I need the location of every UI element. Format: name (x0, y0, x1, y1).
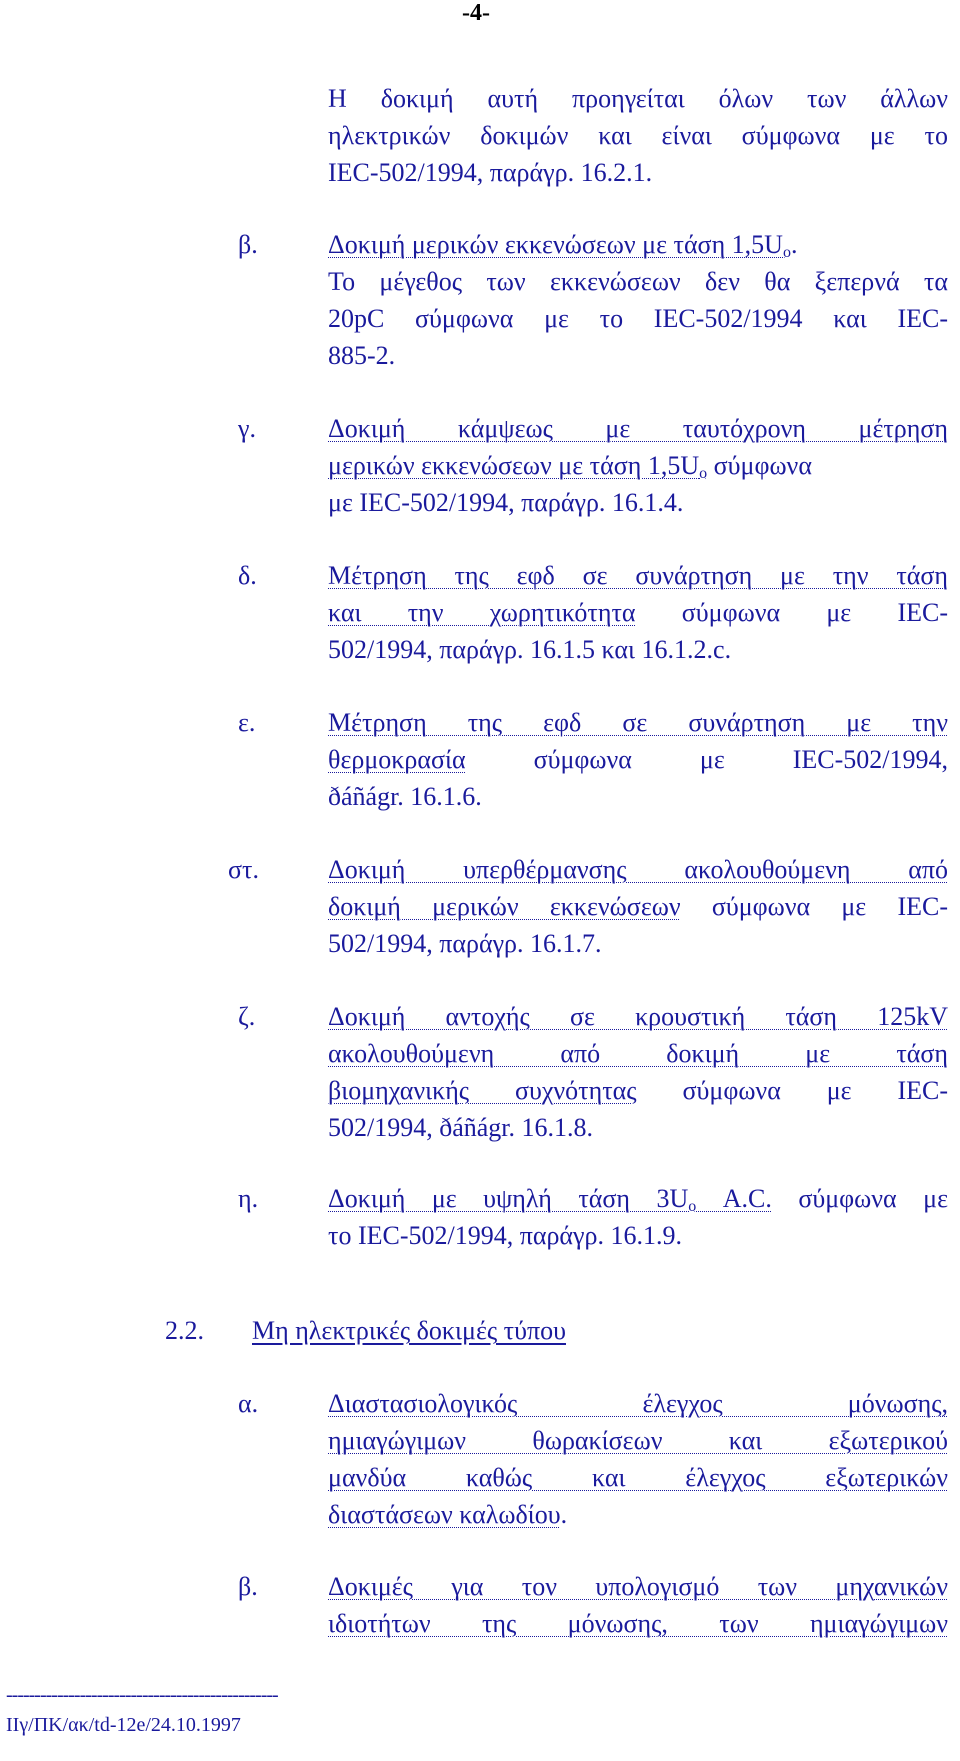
item-e-heading-cont: θερμοκρασία (328, 745, 466, 774)
footer-reference: ΙΙγ/ΠΚ/ακ/td-12e/24.10.1997 (6, 1714, 241, 1736)
item-e-text: Μέτρηση της εφδ σε συνάρτηση με την θερμοκρασία σύμφωνα με IEC-502/1994, ðáñágr. 16.1.6. (328, 704, 948, 815)
intro-line: ηλεκτρικών δοκιμών και είναι σύμφωνα με το (328, 121, 948, 150)
footer-rule: ------------------------------------------------ (6, 1684, 278, 1706)
item-g-heading-cont: μερικών εκκενώσεων με τάση $1,5U_o$ (328, 451, 708, 482)
item-label-b: β. (238, 230, 258, 259)
item-i-line: το IEC-502/1994, παράγρ. 16.1.9. (328, 1221, 683, 1250)
item-g-line: με IEC-502/1994, παράγρ. 16.1.4. (328, 488, 684, 517)
item-label-g: γ. (238, 414, 256, 443)
item-st-text: Δοκιμή υπερθέρμανσης ακολουθούμενη από δοκιμή μερικών εκκενώσεων σύμφωνα με IEC- 502/1994, παράγρ. 16.1.7. (328, 851, 948, 962)
item-z-line: 502/1994, ðáñágr. 16.1.8. (328, 1113, 594, 1142)
intro-line: Η δοκιμή αυτή προηγείται όλων των άλλων (328, 84, 948, 113)
item-e-line: ðáñágr. 16.1.6. (328, 782, 482, 811)
item-b-line: 885-2. (328, 341, 396, 370)
item-d-heading-cont: και την χωρητικότητα (328, 598, 636, 627)
item-z-heading: Δοκιμή αντοχής σε κρουστική τάση 125kV (328, 1002, 948, 1031)
item-label-b2: β. (238, 1572, 258, 1601)
item-st-heading: Δοκιμή υπερθέρμανσης ακολουθούμενη από (328, 855, 948, 884)
item-e-heading: Μέτρηση της εφδ σε συνάρτηση με την (328, 708, 948, 737)
item-st-line: 502/1994, παράγρ. 16.1.7. (328, 929, 602, 958)
item-b2-heading-cont: ιδιοτήτων της μόνωσης, των ημιαγώγιμων (328, 1609, 948, 1638)
intro-paragraph (328, 80, 948, 191)
item-b-heading: Δοκιμή μερικών εκκενώσεων με τάση $1,5U_o$ (328, 230, 791, 261)
item-label-z: ζ. (238, 1002, 256, 1031)
item-b-line: 20pC σύμφωνα με το IEC-502/1994 και IEC- (328, 304, 948, 333)
item-label-a2: α. (238, 1389, 259, 1418)
item-b-text: Δοκιμή μερικών εκκενώσεων με τάση $1,5U_o$. Το μέγεθος των εκκενώσεων δεν θα ξεπερνά τα 20pC σύμφωνα με το IEC-502/1994 και IEC- 885-2. (328, 226, 948, 374)
item-i-text: Δοκιμή με υψηλή τάση $3U_o$ A.C. σύμφωνα με το IEC-502/1994, παράγρ. 16.1.9. (328, 1180, 948, 1254)
item-st-heading-cont: δοκιμή μερικών εκκενώσεων (328, 892, 681, 921)
item-z-heading-cont: ακολουθούμενη από δοκιμή με τάση (328, 1039, 948, 1068)
item-b-line: Το μέγεθος των εκκενώσεων δεν θα ξεπερνά τα (328, 267, 948, 296)
item-b2-heading: Δοκιμές για τον υπολογισμό των μηχανικών (328, 1572, 948, 1601)
item-d-line: 502/1994, παράγρ. 16.1.5 και 16.1.2.c. (328, 635, 732, 664)
item-i-heading: Δοκιμή με υψηλή τάση $3U_o$ A.C. (328, 1184, 772, 1215)
item-label-e: ε. (238, 708, 256, 737)
item-a2-heading: Διαστασιολογικός έλεγχος μόνωσης, (328, 1389, 948, 1418)
item-d-text: Μέτρηση της εφδ σε συνάρτηση με την τάση και την χωρητικότητα σύμφωνα με IEC- 502/1994, παράγρ. 16.1.5 και 16.1.2.c. (328, 557, 948, 668)
section-number: 2.2. (165, 1316, 204, 1345)
item-label-d: δ. (238, 561, 257, 590)
item-z-heading-cont: βιομηχανικής συχνότητας (328, 1076, 637, 1105)
page-number: -4- (462, 0, 490, 26)
item-a2-text: Διαστασιολογικός έλεγχος μόνωσης, ημιαγώγιμων θωρακίσεων και εξωτερικού μανδύα καθώς και έλεγχος εξωτερικών διαστάσεων καλωδίου. (328, 1389, 948, 1529)
section-title: Μη ηλεκτρικές δοκιμές τύπου (252, 1316, 566, 1345)
item-z-text: Δοκιμή αντοχής σε κρουστική τάση 125kV ακολουθούμενη από δοκιμή με τάση βιομηχανικής συχνότητας σύμφωνα με IEC- 502/1994, ðáñágr. 16.1.8. (328, 998, 948, 1146)
item-g-text: Δοκιμή κάμψεως με ταυτόχρονη μέτρηση μερικών εκκενώσεων με τάση $1,5U_o$ σύμφωνα με IEC-502/1994, παράγρ. 16.1.4. (328, 410, 948, 521)
item-b2-text (328, 1568, 948, 1642)
item-g-heading: Δοκιμή κάμψεως με ταυτόχρονη μέτρηση (328, 414, 948, 443)
item-a2-heading-cont: ημιαγώγιμων θωρακίσεων και εξωτερικού (328, 1426, 948, 1455)
item-a2-heading-cont: μανδύα καθώς και έλεγχος εξωτερικών (328, 1463, 948, 1492)
item-label-i: η. (238, 1184, 259, 1213)
intro-line: IEC-502/1994, παράγρ. 16.2.1. (328, 158, 653, 187)
item-d-heading: Μέτρηση της εφδ σε συνάρτηση με την τάση (328, 561, 948, 590)
item-label-st: στ. (228, 855, 259, 884)
item-a2-heading-cont: διαστάσεων καλωδίου (328, 1500, 561, 1529)
